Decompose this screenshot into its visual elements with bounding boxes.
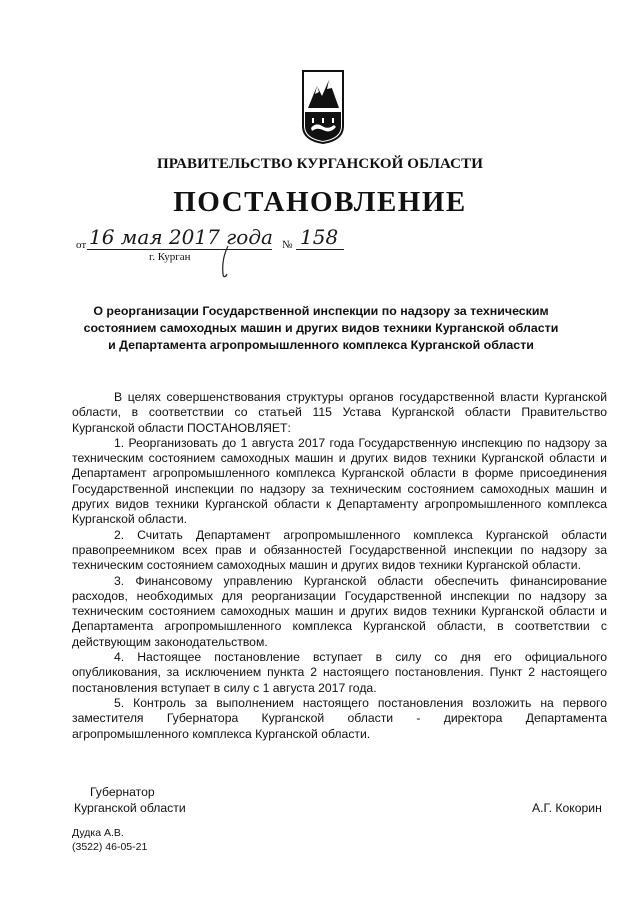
preamble-paragraph: В целях совершенствования структуры органов государственной власти Курганской области, в соответствии со статьей 115 Устава Курганской области Правительство Курганской области ПОСТАНОВЛЯЕТ: bbox=[72, 390, 607, 435]
document-subject bbox=[60, 303, 582, 354]
document-type-title: ПОСТАНОВЛЕНИЕ bbox=[173, 186, 467, 218]
subject-line: состоянием самоходных машин и других видов техники Курганской области bbox=[83, 321, 559, 335]
subject-line: и Департамента агропромышленного комплекса Курганской области bbox=[108, 338, 534, 352]
signatory-name: А.Г. Кокорин bbox=[532, 801, 602, 815]
document-number: 158 bbox=[296, 225, 344, 250]
clause-1: 1. Реорганизовать до 1 августа 2017 года Государственную инспекцию по надзору за техническим состоянием самоходных машин и других видов техники Курганской области и Департамент агропромышленного комплекса Курганской области в форме присоединения Государственной инспекции по надзору за техническим состоянием самоходных машин и других видов техники Курганской области к Департаменту агропромышленного комплекса Курганской области. bbox=[72, 435, 607, 527]
city-label: г. Курган bbox=[149, 251, 191, 263]
clause-4: 4. Настоящее постановление вступает в силу со дня его официального опубликования, за исключением пункта 2 настоящего постановления. Пункт 2 настоящего постановления вступает в силу с 1 августа 2017 года. bbox=[72, 650, 607, 695]
clause-5: 5. Контроль за выполнением настоящего постановления возложить на первого заместителя Губернатора Курганской области - директора Департамента агропромышленного комплекса Курганской области. bbox=[72, 695, 607, 741]
coat-of-arms-emblem bbox=[302, 70, 344, 144]
executor-phone: (3522) 46-05-21 bbox=[72, 841, 148, 853]
handwritten-flourish bbox=[214, 244, 234, 280]
from-label: от bbox=[76, 239, 87, 251]
document-date: 16 мая 2017 года bbox=[89, 225, 273, 249]
government-title: ПРАВИТЕЛЬСТВО КУРГАНСКОЙ ОБЛАСТИ bbox=[157, 156, 483, 172]
signatory-position-line1: Губернатор bbox=[90, 785, 155, 799]
subject-line: О реорганизации Государственной инспекции по надзору за техническим bbox=[93, 304, 549, 318]
number-label: № bbox=[282, 239, 293, 251]
executor-name: Дудка А.В. bbox=[72, 827, 124, 839]
clause-3: 3. Финансовому управлению Курганской области обеспечить финансирование расходов, необходимых для реорганизации Государственной инспекции по надзору за техническим состоянием самоходных машин и других видов техники Курганской области и Департамента агропромышленного комплекса Курганской области, в соответствии с действующим законодательством. bbox=[72, 573, 607, 649]
document-body bbox=[72, 390, 607, 742]
signatory-position-line2: Курганской области bbox=[74, 801, 186, 815]
clause-2: 2. Считать Департамент агропромышленного комплекса Курганской области правопреемником всех прав и обязанностей Государственной инспекции по надзору за техническим состоянием самоходных машин и других видов техники Курганской области. bbox=[72, 527, 607, 573]
